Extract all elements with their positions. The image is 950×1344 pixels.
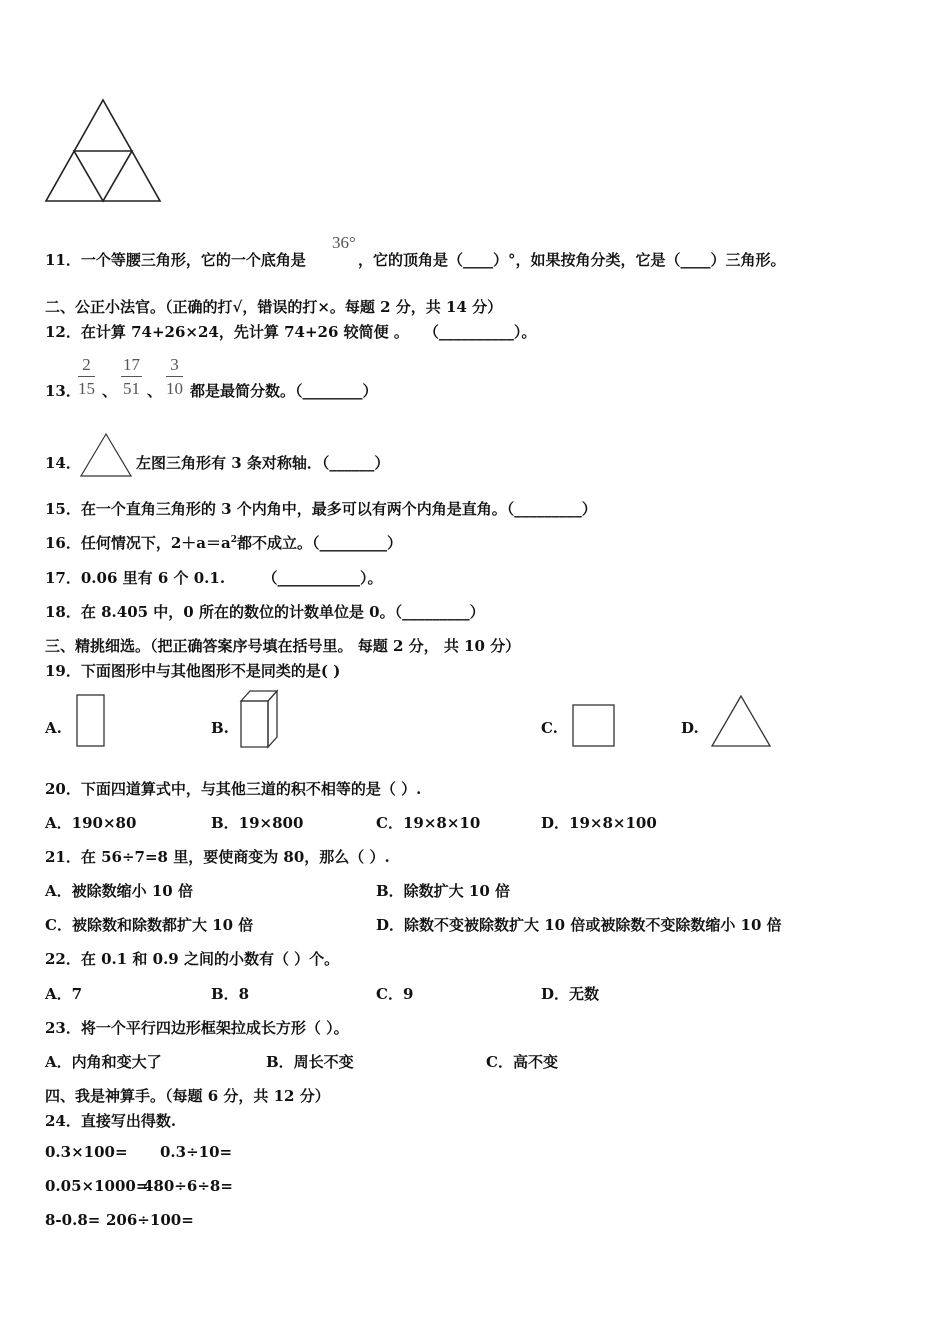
fraction-1: $\frac{2}{15}$ [78, 355, 95, 398]
question-22-stem: 22．在 0.1 和 0.9 之间的小数有（ ）个。 [45, 950, 340, 968]
cuboid-shape [238, 688, 280, 750]
calc-item: 0.3÷10= [160, 1143, 233, 1161]
question-24-stem: 24．直接写出得数. [45, 1112, 177, 1130]
angle-value: 36° [332, 233, 356, 252]
question-18: 18．在 8.405 中，0 所在的数位的计数单位是 0。（_________） [45, 603, 485, 621]
option-21-a: A．被除数缩小 10 倍 [45, 882, 193, 900]
question-23-stem: 23．将一个平行四边形框架拉成长方形（ ）。 [45, 1019, 349, 1037]
fraction-3: $\frac{3}{10}$ [166, 355, 183, 398]
option-22-d: D．无数 [541, 985, 600, 1003]
option-20-d: D．19×8×100 [541, 814, 657, 832]
question-17: 17．0.06 里有 6 个 0.1. （___________）。 [45, 569, 383, 587]
calc-item: 480÷6÷8= [143, 1177, 233, 1195]
question-20-stem: 20．下面四道算式中，与其他三道的积不相等的是（ ）. [45, 780, 422, 798]
question-16: 16．任何情况下，$2+a=a^2$都不成立。（_________） [45, 534, 403, 552]
option-19-c-label: C. [541, 719, 558, 737]
calc-item: 0.05×1000= [45, 1177, 149, 1195]
option-21-b: B．除数扩大 10 倍 [376, 882, 510, 900]
section-4-heading: 四、我是神算手。（每题 6 分，共 12 分） [45, 1087, 330, 1105]
tall-rectangle-shape [76, 694, 106, 748]
question-12: 12．在计算 74+26×24，先计算 74+26 较简便 。 （__________）。 [45, 323, 537, 341]
option-20-b: B．19×800 [211, 814, 304, 832]
question-15: 15．在一个直角三角形的 3 个内角中，最多可以有两个内角是直角。（_________） [45, 500, 597, 518]
question-11: 11．一个等腰三角形，它的一个底角是 [45, 251, 306, 269]
option-22-a: A．7 [45, 985, 83, 1003]
option-23-c: C．高不变 [486, 1053, 558, 1071]
option-20-a: A．190×80 [45, 814, 137, 832]
question-13-number: 13． [45, 382, 81, 400]
question-13-text: 都是最简分数。（________） [190, 382, 378, 400]
calc-item: 0.3×100= [45, 1143, 128, 1161]
question-21-stem: 21．在 56÷7=8 里，要使商变为 80，那么（ ）. [45, 848, 390, 866]
question-14-number: 14． [45, 454, 81, 472]
option-22-b: B．8 [211, 985, 250, 1003]
option-19-a-label: A. [45, 719, 62, 737]
option-23-b: B．周长不变 [266, 1053, 354, 1071]
calc-item: 8-0.8= [45, 1211, 101, 1229]
option-19-d-label: D. [681, 719, 699, 737]
section-3-heading: 三、精挑细选。（把正确答案序号填在括号里。 每题 2 分， 共 10 分） [45, 637, 521, 655]
section-2-heading: 二、公正小法官。（正确的打√，错误的打×。每题 2 分，共 14 分） [45, 298, 503, 316]
question-14-text: 左图三角形有 3 条对称轴．（______） [136, 454, 390, 472]
option-22-c: C．9 [376, 985, 414, 1003]
square-shape [572, 704, 616, 748]
triangle-shape [710, 694, 772, 748]
question-19-stem: 19．下面图形中与其他图形不是同类的是( ) [45, 662, 341, 680]
fraction-2: $\frac{17}{51}$ [123, 355, 140, 398]
option-20-c: C．19×8×10 [376, 814, 481, 832]
isosceles-triangle-figure [79, 432, 135, 478]
option-21-c: C．被除数和除数都扩大 10 倍 [45, 916, 254, 934]
option-23-a: A．内角和变大了 [45, 1053, 162, 1071]
subdivided-triangle-figure [44, 98, 164, 206]
separator-2: 、 [147, 382, 163, 400]
calc-item: 206÷100= [106, 1211, 194, 1229]
option-19-b-label: B. [211, 719, 229, 737]
separator-1: 、 [102, 382, 118, 400]
question-11-rest: ，它的顶角是（____）°，如果按角分类，它是（____）三角形。 [358, 251, 786, 269]
option-21-d: D．除数不变被除数扩大 10 倍或被除数不变除数缩小 10 倍 [376, 916, 782, 934]
